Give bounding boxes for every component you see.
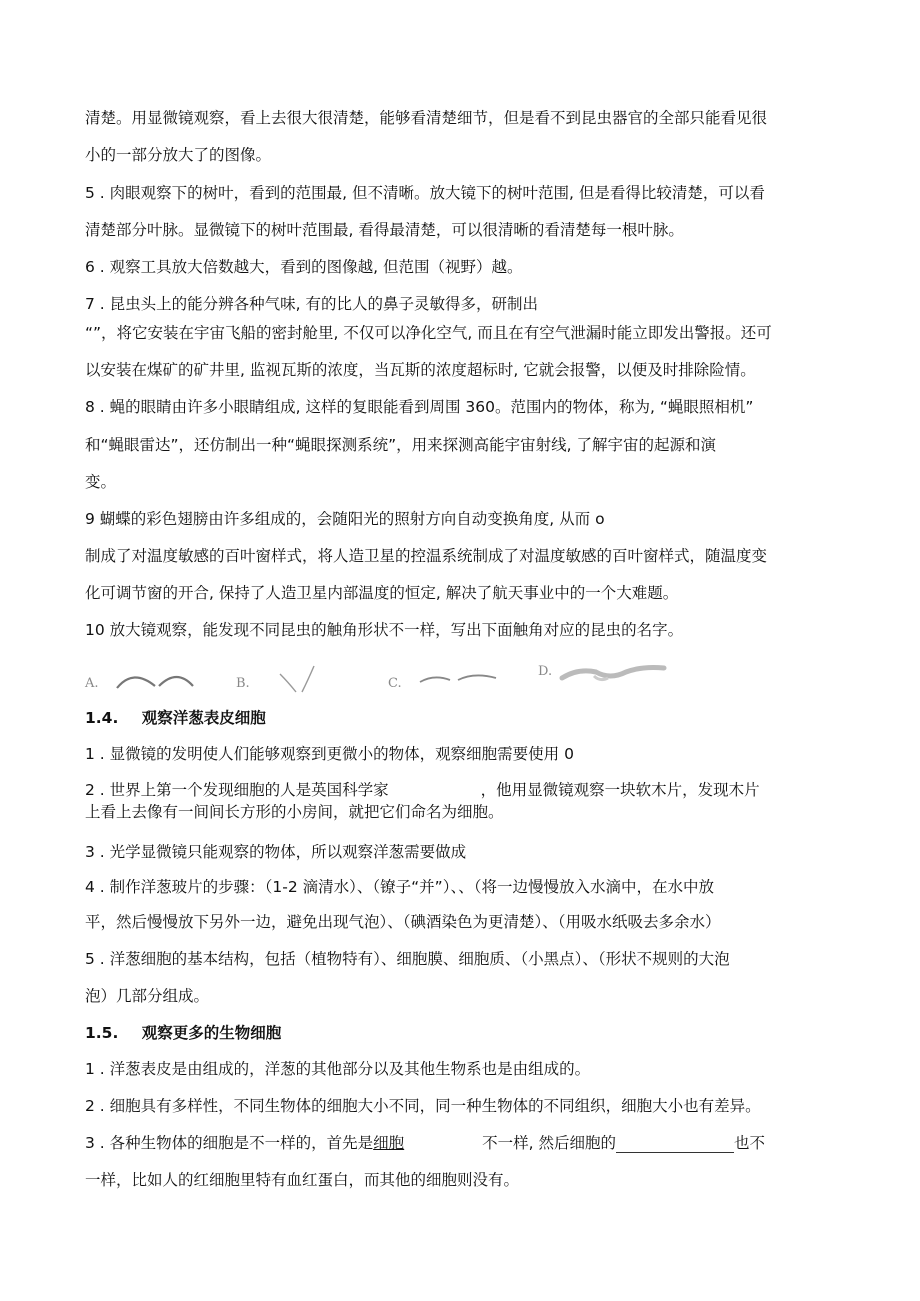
question-6: 6 . 观察工具放大倍数越大，看到的图像越, 但范围（视野）越。 — [85, 258, 523, 276]
answer-blank[interactable] — [616, 1135, 734, 1153]
paragraph-line: 制成了对温度敏感的百叶窗样式，将人造卫星的控温系统制成了对温度敏感的百叶窗样式，随温度变 — [85, 547, 768, 565]
antenna-d-figure — [538, 660, 678, 696]
question-5: 5 . 肉眼观察下的树叶，看到的范围最, 但不清晰。放大镜下的树叶范围, 但是看得比较清楚，可以看 — [85, 184, 765, 202]
paragraph-line: 一样，比如人的红细胞里特有血红蛋白，而其他的细胞则没有。 — [85, 1171, 520, 1189]
option-label: B. — [236, 676, 250, 691]
section-heading-1-4 — [85, 708, 266, 728]
section-number: 1.5. — [85, 1024, 119, 1042]
antenna-option-d — [538, 660, 678, 696]
question-text: 不一样, 然后细胞的 — [482, 1134, 617, 1152]
question-2: 2 . 细胞具有多样性，不同生物体的细胞大小不同，同一种生物体的不同组织，细胞大小也有差异。 — [85, 1097, 761, 1115]
paragraph-line: 变。 — [85, 473, 117, 491]
section-title: 观察更多的生物细胞 — [141, 1024, 282, 1042]
paragraph-line: 泡）几部分组成。 — [85, 987, 210, 1005]
question-4: 4 . 制作洋葱玻片的步骤：（1-2 滴清水）、（镣子“并”）、、（将一边慢慢放入水滴中，在水中放 — [85, 878, 714, 896]
question-10: 10 放大镜观察，能发现不同昆虫的触角形状不一样，写出下面触角对应的昆虫的名字。 — [85, 621, 684, 639]
antenna-c-figure — [388, 660, 508, 696]
antenna-option-b — [236, 660, 336, 696]
antenna-b-figure — [236, 660, 336, 696]
question-text: 2 . 世界上第一个发现细胞的人是英国科学家 — [85, 781, 389, 799]
question-1: 1 . 显微镜的发明使人们能够观察到更微小的物体，观察细胞需要使用 0 — [85, 745, 574, 763]
section-number: 1.4. — [85, 709, 119, 727]
underlined-text: 细胞 — [373, 1134, 405, 1152]
paragraph-line: 清楚。用显微镜观察，看上去很大很清楚，能够看清楚细节，但是看不到昆虫器官的全部只能看见很 — [85, 109, 768, 127]
question-3 — [85, 1133, 765, 1153]
paragraph-line: “”，将它安装在宇宙飞船的密封舱里, 不仅可以净化空气, 而且在有空气泄漏时能立即发出警报。还可 — [85, 324, 772, 342]
paragraph-line: 小的一部分放大了的图像。 — [85, 146, 272, 164]
antenna-option-a — [85, 660, 205, 696]
paragraph-line: 化可调节窗的开合, 保持了人造卫星内部温度的恒定, 解决了航天事业中的一个大难题。 — [85, 584, 679, 602]
answer-blank[interactable] — [389, 783, 481, 800]
question-9: 9 蝴蝶的彩色翅膀由许多组成的，会随阳光的照射方向自动变换角度, 从而 o — [85, 510, 605, 528]
question-2 — [85, 780, 760, 800]
paragraph-line: 上看上去像有一间间长方形的小房间，就把它们命名为细胞。 — [85, 803, 504, 821]
section-heading-1-5 — [85, 1023, 281, 1043]
section-title: 观察洋葱表皮细胞 — [141, 709, 266, 727]
paragraph-line: 清楚部分叶脉。显微镜下的树叶范围最, 看得最清楚，可以很清晰的看清楚每一根叶脉。 — [85, 221, 684, 239]
paragraph-line: 和“蝇眼雷达”，还仿制出一种“蝇眼探测系统”，用来探测高能宇宙射线, 了解宇宙的起源和演 — [85, 436, 716, 454]
paragraph-line: 平，然后慢慢放下另外一边，避免出现气泡）、（碘酒染色为更清楚）、（用吸水纸吸去多余水） — [85, 913, 721, 931]
question-text: 3 . 各种生物体的细胞是不一样的，首先是 — [85, 1134, 374, 1152]
paragraph-line: 以安装在煤矿的矿井里, 监视瓦斯的浓度，当瓦斯的浓度超标时, 它就会报警，以便及时排除险情。 — [85, 361, 756, 379]
question-5: 5 . 洋葱细胞的基本结构，包括（植物特有）、细胞膜、细胞质、（小黑点）、（形状不规则的大泡 — [85, 950, 730, 968]
question-3: 3 . 光学显微镜只能观察的物体，所以观察洋葱需要做成 — [85, 843, 467, 861]
question-text: 也不 — [734, 1134, 766, 1152]
option-label: C. — [388, 676, 402, 691]
antenna-option-c — [388, 660, 508, 696]
answer-blank[interactable] — [404, 1136, 482, 1153]
question-1: 1 . 洋葱表皮是由组成的，洋葱的其他部分以及其他生物系也是由组成的。 — [85, 1060, 591, 1078]
question-7: 7 . 昆虫头上的能分辨各种气味, 有的比人的鼻子灵敏得多，研制出 — [85, 295, 538, 313]
question-text: ，他用显微镜观察一块软木片，发现木片 — [480, 781, 760, 799]
antenna-a-figure — [85, 660, 205, 696]
option-label: D. — [538, 664, 553, 679]
question-8: 8 . 蝇的眼睛由许多小眼睛组成, 这样的复眼能看到周围 360。范围内的物体，称为, “蝇眼照相机” — [85, 398, 754, 416]
option-label: A. — [85, 676, 99, 691]
